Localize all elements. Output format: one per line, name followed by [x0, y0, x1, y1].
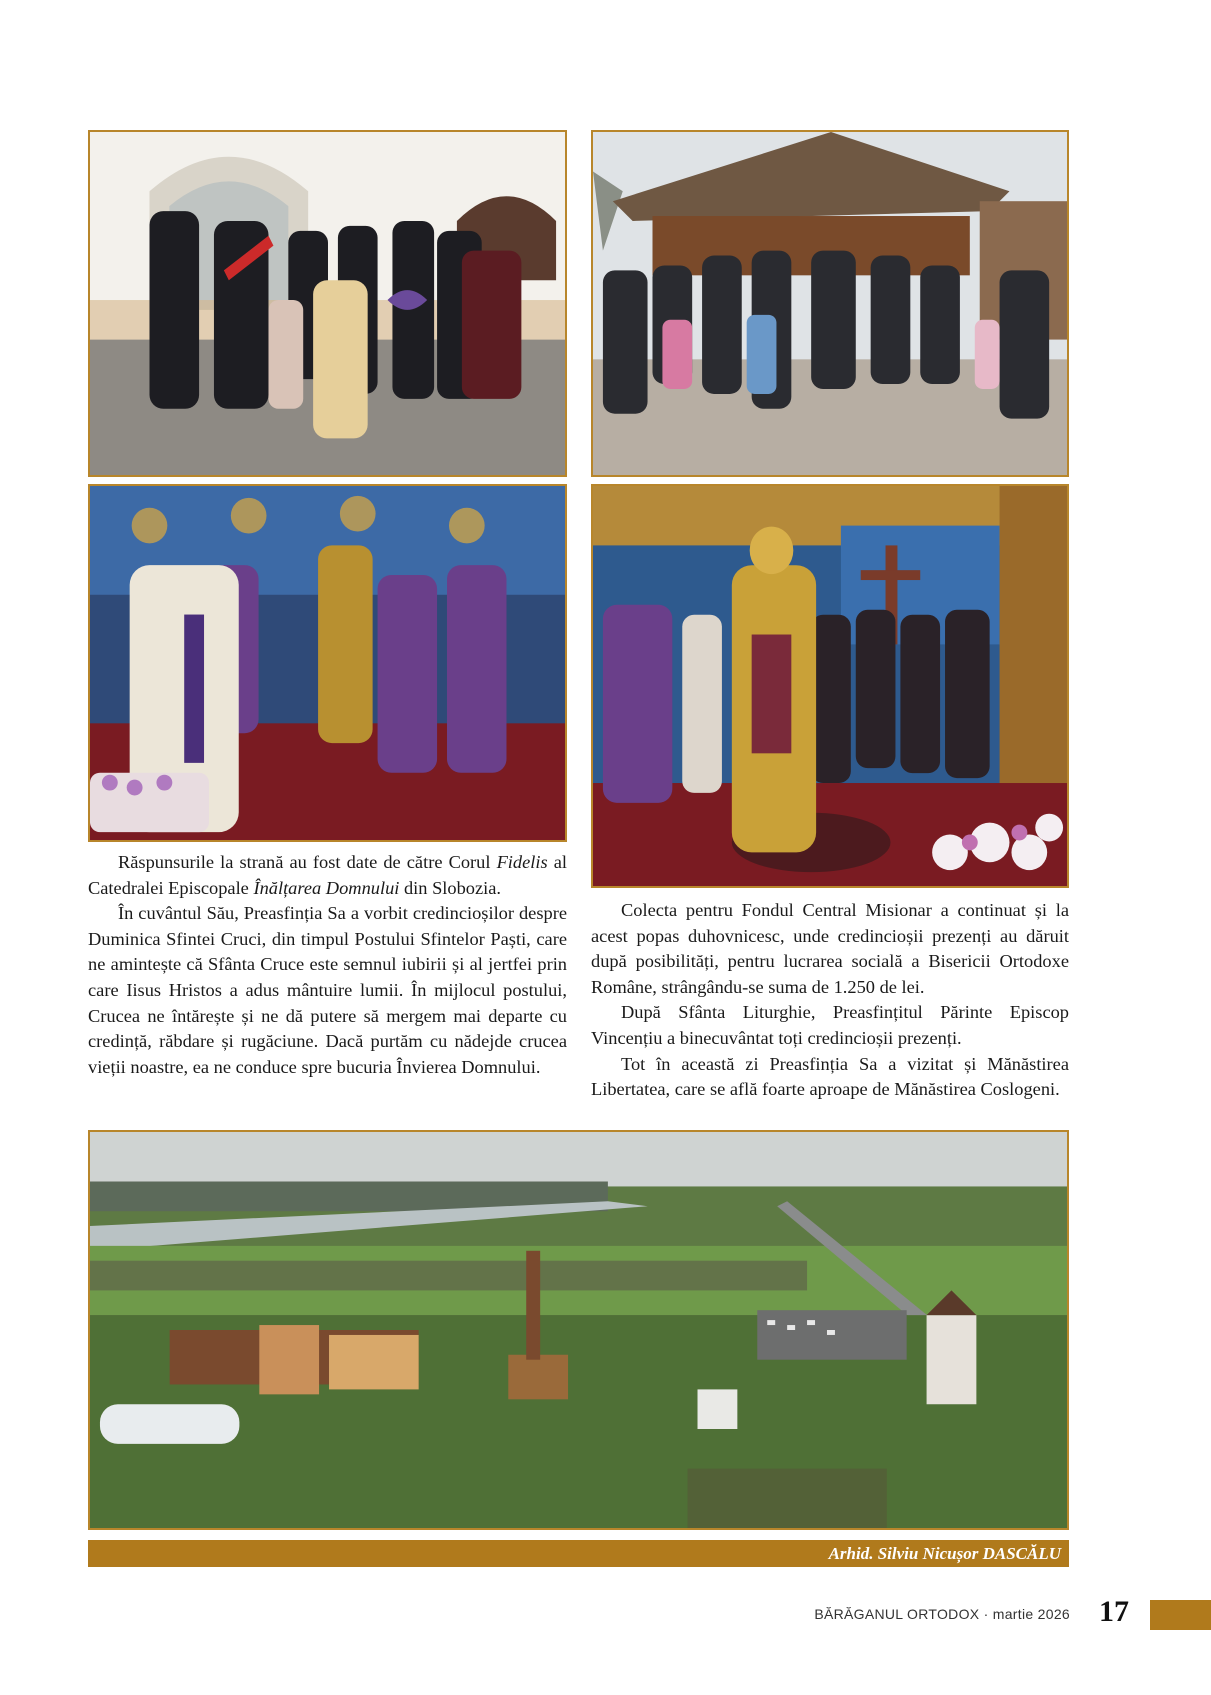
- photo-group-wooden-pavilion: [591, 130, 1069, 477]
- photo-clergy-interior-left-image: [90, 486, 565, 840]
- paragraph-monastery-visit: Tot în această zi Preasfinția Sa a vizitat și Mănăstirea Libertatea, care se află foarte aproape de Mănăstirea Coslogeni.: [591, 1053, 1069, 1100]
- author-bar: [88, 1540, 1069, 1567]
- author-name: Arhid. Silviu Nicușor DASCĂLU: [828, 1544, 1061, 1563]
- photo-clergy-interior-left: [88, 484, 567, 842]
- photo-bishop-interior-right: [591, 484, 1069, 888]
- paragraph-choir-text-1: Răspunsurile la strană au fost date de către Corul: [118, 852, 497, 872]
- footer-accent-tab: [1150, 1600, 1211, 1630]
- photo-aerial-monastery: [88, 1130, 1069, 1530]
- article-text-left-column: [88, 850, 567, 1080]
- paragraph-choir: [88, 850, 567, 901]
- photo-group-wooden-pavilion-image: [593, 132, 1067, 475]
- paragraph-choir-text-3: din Slobozia.: [399, 877, 502, 898]
- choir-name: Fidelis: [496, 852, 548, 872]
- photo-group-white-church: [88, 130, 567, 477]
- footer-publication: BĂRĂGANUL ORTODOX · martie 2026: [814, 1606, 1070, 1622]
- photo-bishop-interior-right-image: [593, 486, 1067, 886]
- paragraph-collection: Colecta pentru Fondul Central Misionar a continuat și la acest popas duhovnicesc, unde credincioșii prezenți au dăruit după posibilități, pentru lucrarea socială a Bisericii Ortodoxe Române, strângându-se suma de 1.250 de lei.: [591, 900, 1069, 997]
- article-text-right-column: [591, 898, 1069, 1103]
- paragraph-choir-text-2: al Catedralei Episcopale: [88, 852, 568, 898]
- photo-aerial-monastery-image: [90, 1132, 1067, 1528]
- paragraph-sermon: În cuvântul Său, Preasfinția Sa a vorbit credincioșilor despre Duminica Sfintei Cruci, din timpul Postului Sfintelor Paști, care ne amintește că Sfânta Cruce este semnul iubirii și al jertfei prin care Iisus Hristos a adus mântuire lumii. În mijlocul postului, Crucea ne întărește și ne dă putere să mergem mai departe cu credință, răbdare și rugăciune. Dacă purtăm cu nădejde crucea vieții noastre, ea ne conduce spre bucuria Învierea Domnului.: [88, 903, 567, 1077]
- paragraph-blessing: După Sfânta Liturghie, Preasfințitul Părinte Episcop Vincențiu a binecuvântat toți credincioșii prezenți.: [591, 1002, 1069, 1048]
- page-number: 17: [1099, 1595, 1129, 1628]
- cathedral-name: Înălțarea Domnului: [253, 877, 400, 898]
- photo-group-white-church-image: [90, 132, 565, 475]
